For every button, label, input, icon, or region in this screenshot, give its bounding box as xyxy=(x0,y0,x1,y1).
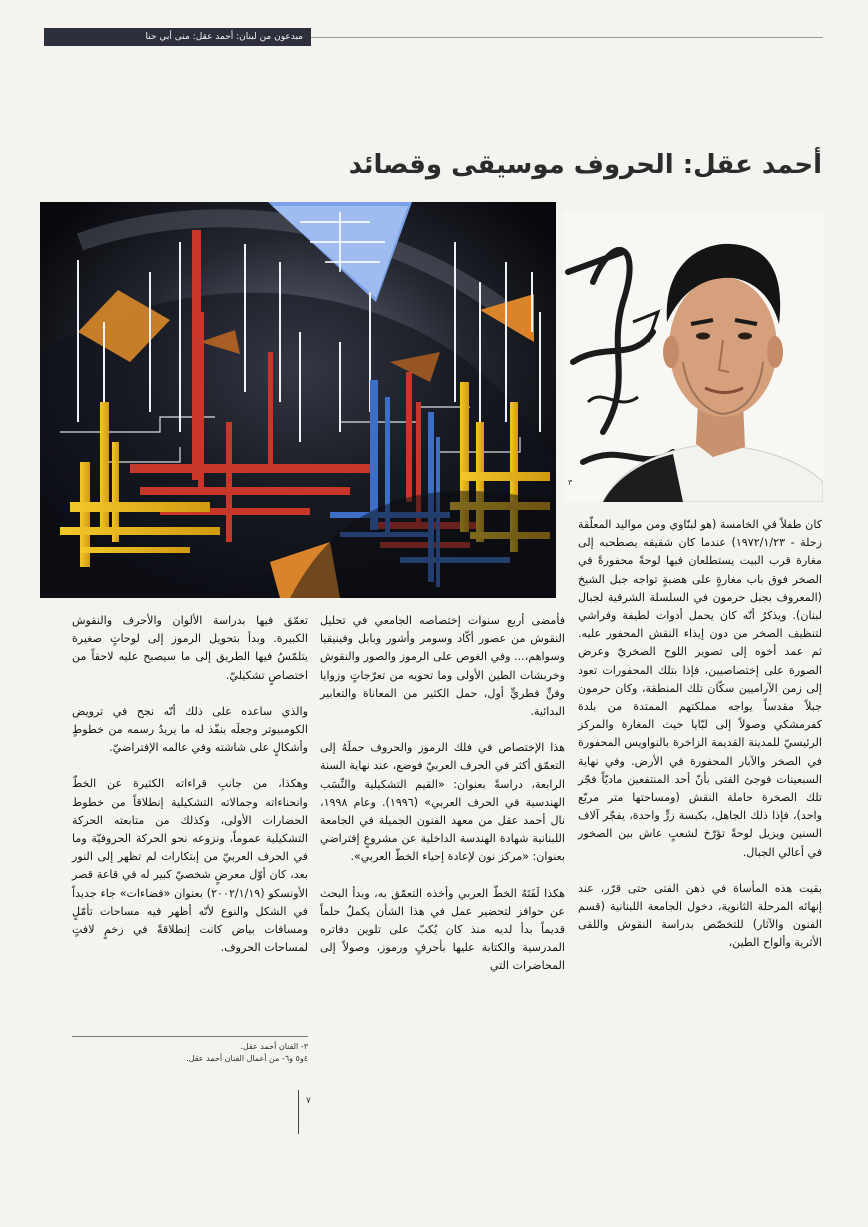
footnote: ٣- الفنان أحمد عقل. xyxy=(240,1042,308,1051)
paragraph: والذي ساعده على ذلك أنّه نجح في ترويض الكومبيوتر وجعلَه ينفّذ له ما يريدُ رسمه من خطوطٍ وأشكالٍ على شاشته وفي عالمه الإفتراضيّ. xyxy=(72,704,308,755)
footnote: ٤و٥ و٦- من أعمال الفنان أحمد عقل. xyxy=(186,1054,308,1063)
paragraph: كان طفلاً في الخامسة (هو لبنّاوي ومن مواليد المعلّقة زحلة - ١٩٧٢/١/٢٣) عندما كان شقيقه يصطحبه إلى مغارة قرب البيت يستطلعان فيها لوحةً محفورةً في الصخر فوق باب مغارةٍ على هضبةٍ تواجه جبل الشيخ (المعروف بجبل حرمون في السلسلة الشرقية لجبال لبنان). ويذكرُ أنّه كان يحمل أدوات لطيفة وفراشي لتنظيف الصخر من دون إيذاء النقش المحفور عليه. ثم عمد أخوه إلى تصوير اللوح الصخريّ وعرض الصورة على إختصاصيين، فإذا بتلك المحفورات تعود إلى زمن الآراميين سكّان تلك المنطقة، وكان حرمون جبلاً مقدساً يواجه مملكتهم الممتدة من بلدة كفرمشكي وصولاً إلى لبّايا حيث المغارة والمركز الرئيسيّ للمدينة القديمة الزاخرة بالنواويس المحفورة في الصخر والآبار المحفورة في الأرض. وفي نهاية السبعينات فوجئ الفتى بأنّ أحد المنتفعين ماديّاً فجّر تلك الصخرة حاملة النقش (ومساحتها متر مربّع واحد)، فإذا ذلك الجاهل، بكبسة زرٍّ واحدة، يفجّر آلاف السنين ويزيل لوحةً تؤرّخ لشعبٍ عاش بين الصخور في أعالي الجبال. xyxy=(578,518,822,859)
artwork-painting xyxy=(40,202,556,598)
paragraph: تعمّق فيها بدراسة الألوان والأحرف والنقوش الكبيرة. وبدأ بتحويل الرموز إلى لوحاتٍ صغيرة يتلمّسُ فيها الطريق إلى ما سيصبح عليه لاحقاً من اختصاصٍ تشكيليّ. xyxy=(72,614,308,682)
text-column-left xyxy=(72,612,308,975)
article-title: أحمد عقل: الحروف موسيقى وقصائد xyxy=(348,150,822,180)
photo-caption-number: ٣ xyxy=(568,478,573,487)
paragraph: وهكذا، من جانبِ قراءاته الكثيرة عن الخطّ وانحناءاته وجمالاته التشكيلية إنطلاقاً من خطوط الحضارات الأولى، وكذلك من متابعته الحركة التشكيلية عموماً، ونزوعه نحو الحركة الحروفيّة وما في الحرف العربيّ من إبتكارات لم تظهر إلى النور بعد، كان أوّل معرضٍ شخصيّ كبير له في قاعة قصر الأونسكو (٢٠٠٢/١/١٩) بعنوان «فضاءات» جاء جديداً في الشكل والنوع لأنّه أظهر فيه مساحات تأمّلٍ ومسافات بياض كانت إنطلاقةً في زخمٍ لافتٍ لمساحات الحروف. xyxy=(72,777,308,955)
header-rule xyxy=(311,37,823,38)
paragraph: هذا الإختصاص في فلك الرموز والحروف حملَهُ إلى التعمّق أكثر في الحرف العربيّ فوضع، عند نهاية السنة الرابعة، دراسةً بعنوان: «القيم التشكيلية والنِّسَب الهندسية في الحرف العربي» (١٩٩٦). وعام ١٩٩٨، نال أحمد عقل من معهد الفنون الجميلة في الجامعة اللبنانية شهادة الهندسة الداخلية عن مشروعٍ إفتراضي بعنوان: «مركز نون لإعادة إحياء الخطّ العربي». xyxy=(320,741,565,864)
text-column-middle xyxy=(320,612,565,994)
paragraph: فأمضى أربع سنوات إختصاصه الجامعي في تحليل النقوش من عصور أكّاد وسومر وأشور وبابل وفينيقيا وسواهم،... وفي الغوص على الرموز والصور والنقوش وخربشات الطين الأولى وما تحويه من تعرّجاتٍ وزوايا وفنٍّ فطريٍّ أول، حمل الكثير من المعاناة والتعابير البدائية. xyxy=(320,614,565,719)
paragraph: هكذا لَفَتَهُ الخطّ العربي وأخذه التعمّق به، وبدأ البحث عن حوافز لتحضير عمل في هذا الشأن يكملُ حلماً قديماً بدأ لديه منذ كان يُكبّ على تلوين دفاتره المدرسية والكتابة عليها بأحرفٍ ورموز، وصولاً إلى المحاضرات التي xyxy=(320,886,565,973)
portrait-illustration xyxy=(563,212,823,502)
artwork-illustration xyxy=(40,202,556,598)
running-head: مبدعون من لبنان: أحمد عقل: منى أبي حنا xyxy=(44,28,311,46)
page-number: ٧ xyxy=(306,1096,311,1106)
paragraph: بقيت هذه المأساة في ذهن الفتى حتى قرّر، عند إنهائه المرحلة الثانوية، دخول الجامعة اللبنانية (قسم الفنون والآثار) للتخصّص بدراسة النقوش واللقى الأثرية وألواح الطين، xyxy=(578,881,822,950)
page-divider xyxy=(298,1090,299,1134)
artist-portrait xyxy=(563,212,823,502)
footnotes xyxy=(72,1036,308,1065)
text-column-right xyxy=(578,516,822,971)
